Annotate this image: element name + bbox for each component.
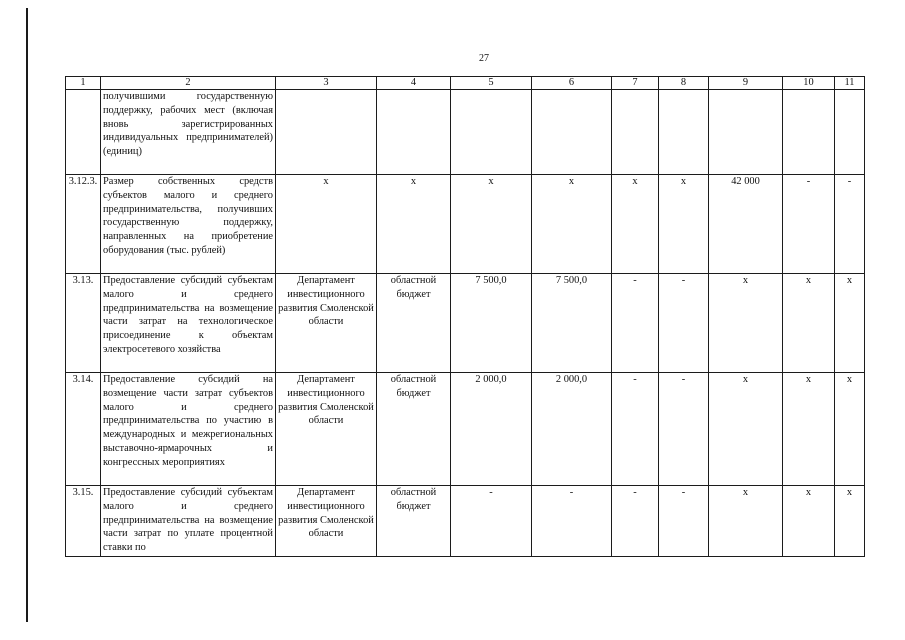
row-number: 3.13. <box>66 274 101 373</box>
row-cell-8: - <box>659 373 709 486</box>
row-source: областной бюджет <box>377 486 451 557</box>
row-cell-6: 7 500,0 <box>532 274 612 373</box>
row-cell-7 <box>612 90 659 175</box>
row-name: получившими государственную поддержку, рабочих мест (включая вновь зарегистрированных индивидуальных предпринимателей) (единиц) <box>101 90 276 175</box>
row-number <box>66 90 101 175</box>
row-cell-9 <box>709 90 783 175</box>
row-cell-11: х <box>835 486 865 557</box>
row-cell-11: х <box>835 373 865 486</box>
page-margin-line <box>26 8 28 622</box>
table-row <box>66 175 865 274</box>
row-cell-6 <box>532 90 612 175</box>
row-cell-5: х <box>451 175 532 274</box>
row-source: областной бюджет <box>377 373 451 486</box>
row-number: 3.12.3. <box>66 175 101 274</box>
row-source: х <box>377 175 451 274</box>
column-header: 1 <box>66 77 101 90</box>
row-cell-5: 7 500,0 <box>451 274 532 373</box>
row-source <box>377 90 451 175</box>
column-header: 11 <box>835 77 865 90</box>
column-header: 10 <box>783 77 835 90</box>
row-responsible <box>276 90 377 175</box>
row-number: 3.15. <box>66 486 101 557</box>
row-cell-9: х <box>709 373 783 486</box>
column-header: 2 <box>101 77 276 90</box>
table-row <box>66 486 865 557</box>
column-header: 6 <box>532 77 612 90</box>
column-header: 8 <box>659 77 709 90</box>
row-cell-8: - <box>659 274 709 373</box>
row-responsible: Департамент инвестиционного развития Смоленской области <box>276 274 377 373</box>
row-cell-6: 2 000,0 <box>532 373 612 486</box>
column-header: 4 <box>377 77 451 90</box>
row-responsible: х <box>276 175 377 274</box>
row-cell-6: х <box>532 175 612 274</box>
row-cell-5: - <box>451 486 532 557</box>
row-cell-11: х <box>835 274 865 373</box>
column-header: 3 <box>276 77 377 90</box>
table-row <box>66 373 865 486</box>
column-header: 5 <box>451 77 532 90</box>
row-cell-7: - <box>612 373 659 486</box>
table-row <box>66 90 865 175</box>
row-responsible: Департамент инвестиционного развития Смоленской области <box>276 373 377 486</box>
row-cell-8: - <box>659 486 709 557</box>
row-cell-11: - <box>835 175 865 274</box>
page-number: 27 <box>479 53 489 64</box>
row-cell-7: - <box>612 274 659 373</box>
row-cell-7: х <box>612 175 659 274</box>
row-cell-9: 42 000 <box>709 175 783 274</box>
row-cell-9: х <box>709 486 783 557</box>
row-cell-10: х <box>783 274 835 373</box>
row-name: Предоставление субсидий на возмещение части затрат субъектов малого и среднего предпринимательства по участию в международных и межрегиональных выставочно-ярмарочных и конгрессных мероприятиях <box>101 373 276 486</box>
row-cell-10: х <box>783 486 835 557</box>
row-number: 3.14. <box>66 373 101 486</box>
column-header: 9 <box>709 77 783 90</box>
header-row <box>66 77 865 90</box>
row-name: Предоставление субсидий субъектам малого и среднего предпринимательства на возмещение части затрат по уплате процентной ставки по <box>101 486 276 557</box>
row-cell-5 <box>451 90 532 175</box>
row-cell-8 <box>659 90 709 175</box>
column-header: 7 <box>612 77 659 90</box>
data-table <box>65 76 865 557</box>
row-cell-10: - <box>783 175 835 274</box>
row-cell-11 <box>835 90 865 175</box>
row-cell-10: х <box>783 373 835 486</box>
row-cell-8: х <box>659 175 709 274</box>
row-responsible: Департамент инвестиционного развития Смоленской области <box>276 486 377 557</box>
table-row <box>66 274 865 373</box>
row-source: областной бюджет <box>377 274 451 373</box>
row-cell-6: - <box>532 486 612 557</box>
row-cell-7: - <box>612 486 659 557</box>
row-cell-5: 2 000,0 <box>451 373 532 486</box>
row-name: Предоставление субсидий субъектам малого и среднего предпринимательства на возмещение части затрат на технологическое присоединение к объектам электросетевого хозяйства <box>101 274 276 373</box>
row-cell-9: х <box>709 274 783 373</box>
row-cell-10 <box>783 90 835 175</box>
row-name: Размер собственных средств субъектов малого и среднего предпринимательства, получивших государственную поддержку, направленных на приобретение оборудования (тыс. рублей) <box>101 175 276 274</box>
